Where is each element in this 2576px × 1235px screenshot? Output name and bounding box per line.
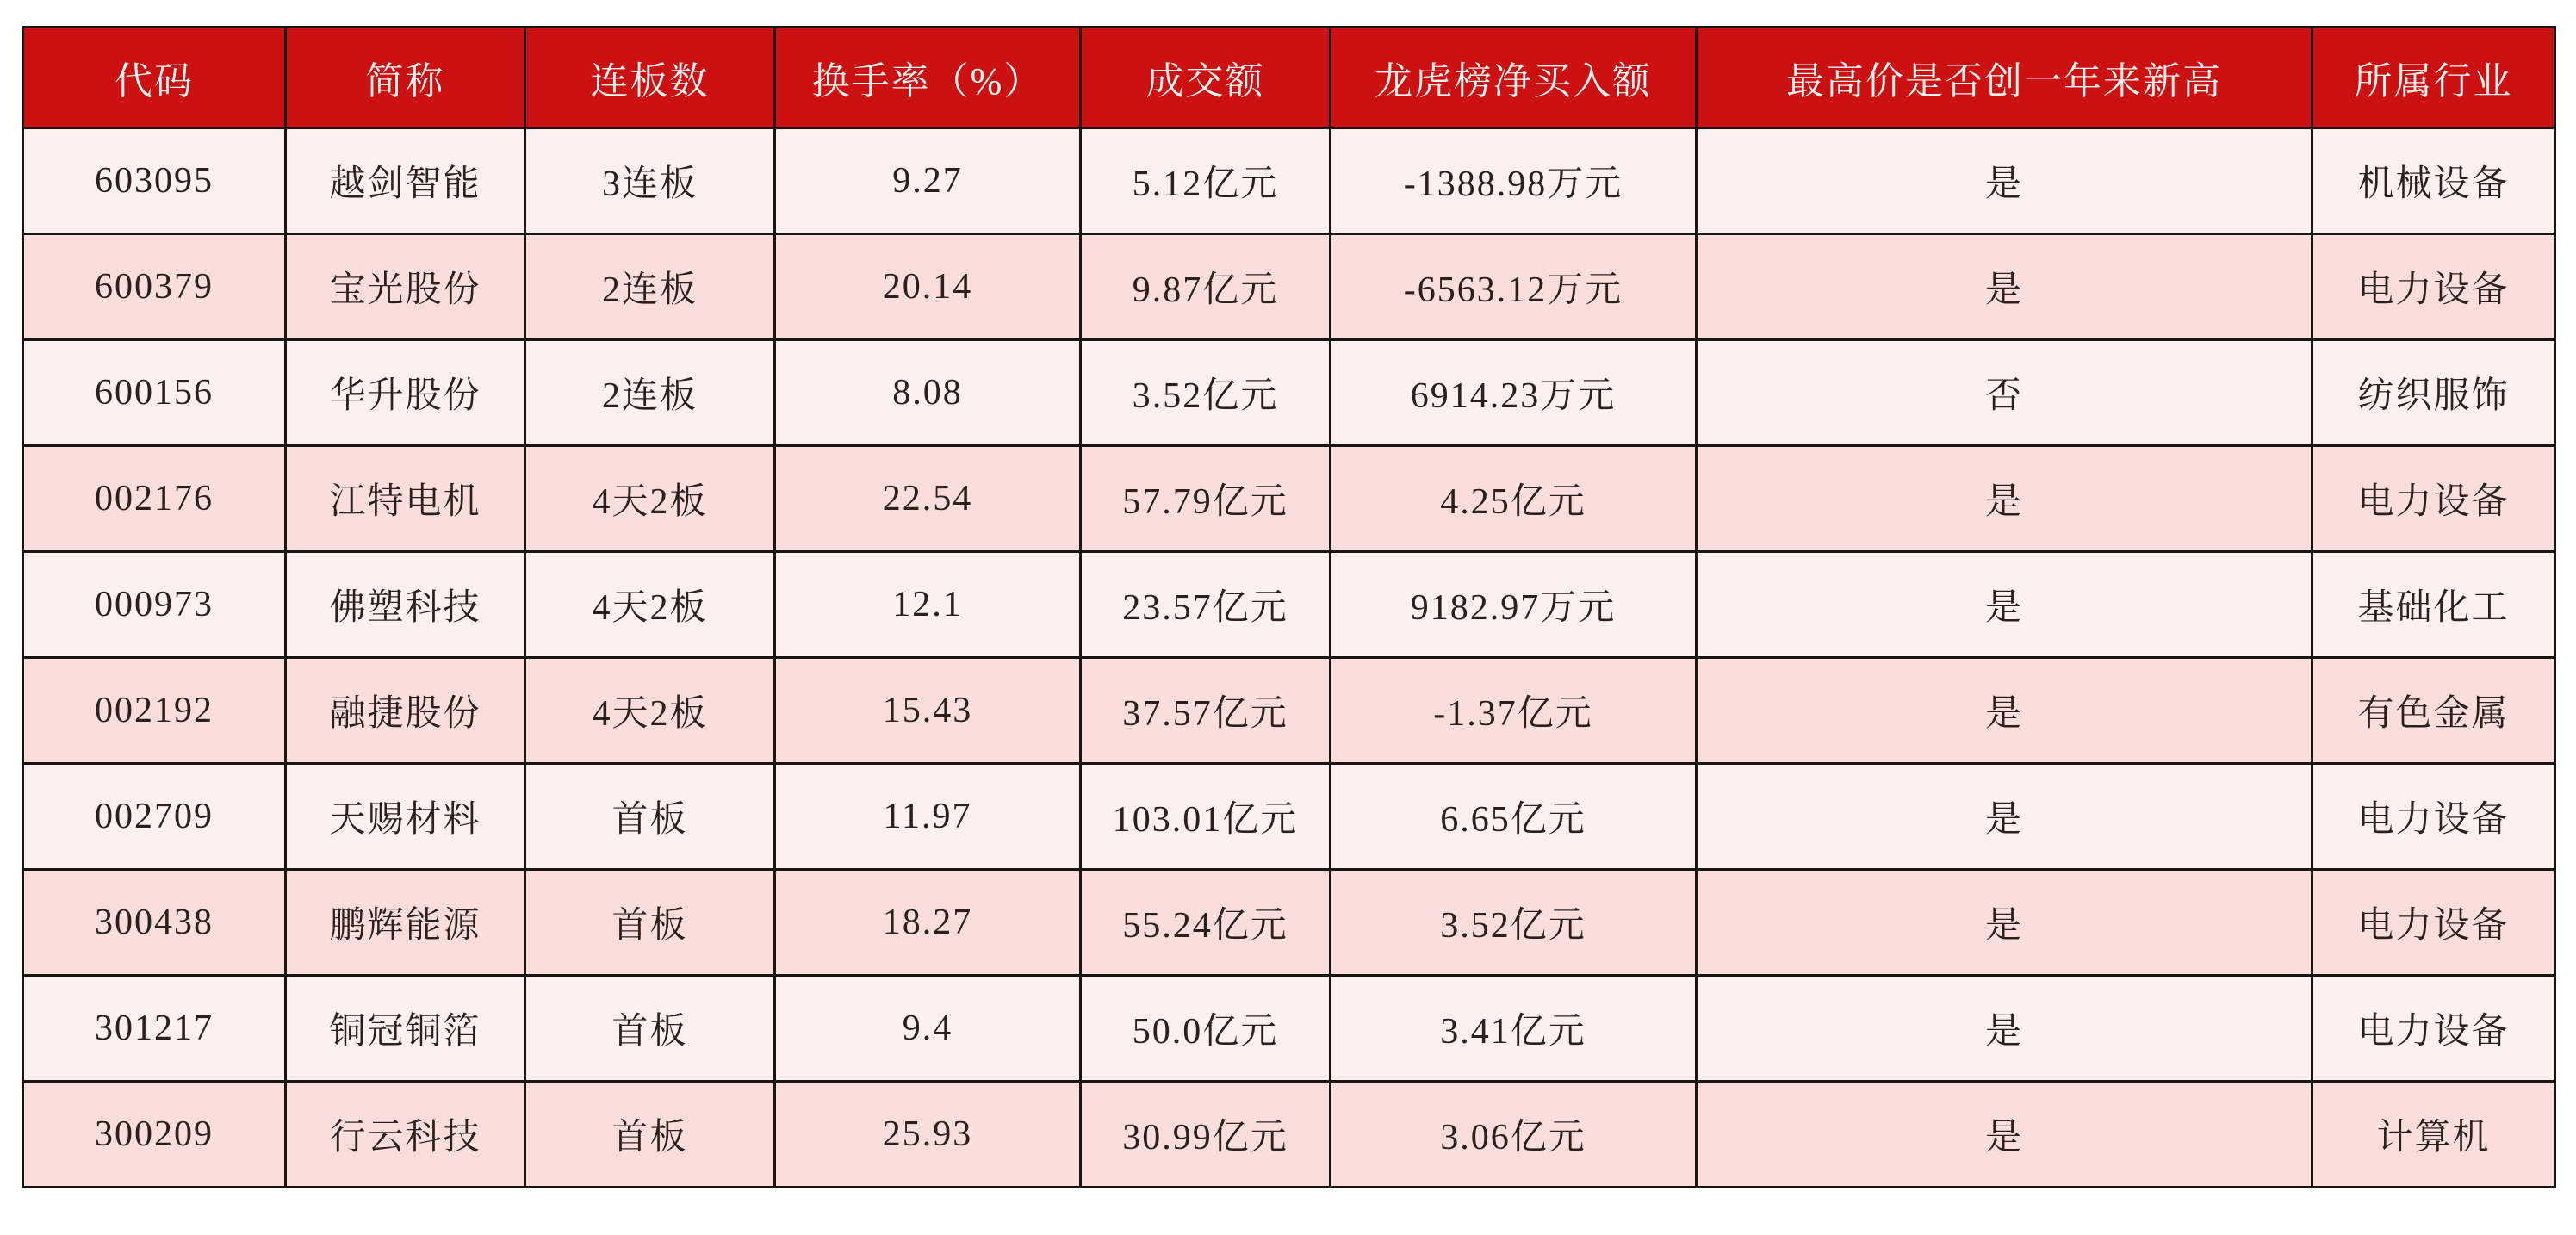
cell-net-buy: -1.37亿元: [1331, 658, 1697, 764]
header-amount: 成交额: [1081, 28, 1331, 128]
cell-new-high: 是: [1697, 1082, 2312, 1188]
table-row: [23, 340, 2555, 446]
cell-code: 603095: [23, 128, 286, 234]
cell-industry: 电力设备: [2312, 234, 2555, 340]
header-boards: 连板数: [525, 28, 775, 128]
cell-boards: 2连板: [525, 340, 775, 446]
header-industry: 所属行业: [2312, 28, 2555, 128]
cell-boards: 2连板: [525, 234, 775, 340]
table-row: [23, 446, 2555, 552]
stock-table: [22, 26, 2556, 1188]
cell-turnover: 15.43: [775, 658, 1081, 764]
cell-name: 越剑智能: [286, 128, 525, 234]
cell-boards: 4天2板: [525, 552, 775, 658]
cell-name: 鹏辉能源: [286, 870, 525, 976]
cell-turnover: 12.1: [775, 552, 1081, 658]
cell-new-high: 是: [1697, 658, 2312, 764]
cell-code: 000973: [23, 552, 286, 658]
cell-amount: 5.12亿元: [1081, 128, 1331, 234]
header-code: 代码: [23, 28, 286, 128]
cell-name: 行云科技: [286, 1082, 525, 1188]
cell-amount: 50.0亿元: [1081, 976, 1331, 1082]
cell-code: 300209: [23, 1082, 286, 1188]
cell-code: 600379: [23, 234, 286, 340]
cell-turnover: 25.93: [775, 1082, 1081, 1188]
cell-industry: 电力设备: [2312, 870, 2555, 976]
cell-industry: 电力设备: [2312, 976, 2555, 1082]
cell-amount: 9.87亿元: [1081, 234, 1331, 340]
cell-net-buy: -1388.98万元: [1331, 128, 1697, 234]
table-row: [23, 658, 2555, 764]
cell-net-buy: 3.41亿元: [1331, 976, 1697, 1082]
cell-new-high: 是: [1697, 234, 2312, 340]
cell-name: 宝光股份: [286, 234, 525, 340]
cell-code: 002176: [23, 446, 286, 552]
cell-industry: 电力设备: [2312, 446, 2555, 552]
cell-amount: 103.01亿元: [1081, 764, 1331, 870]
cell-amount: 55.24亿元: [1081, 870, 1331, 976]
cell-turnover: 22.54: [775, 446, 1081, 552]
cell-boards: 3连板: [525, 128, 775, 234]
cell-name: 华升股份: [286, 340, 525, 446]
cell-new-high: 是: [1697, 976, 2312, 1082]
cell-turnover: 8.08: [775, 340, 1081, 446]
cell-net-buy: -6563.12万元: [1331, 234, 1697, 340]
table-header-row: [23, 28, 2555, 128]
cell-new-high: 是: [1697, 870, 2312, 976]
cell-name: 佛塑科技: [286, 552, 525, 658]
cell-code: 600156: [23, 340, 286, 446]
table-row: [23, 764, 2555, 870]
cell-amount: 30.99亿元: [1081, 1082, 1331, 1188]
cell-new-high: 是: [1697, 128, 2312, 234]
header-turnover: 换手率（%）: [775, 28, 1081, 128]
cell-new-high: 是: [1697, 764, 2312, 870]
cell-name: 融捷股份: [286, 658, 525, 764]
cell-industry: 有色金属: [2312, 658, 2555, 764]
table-row: [23, 128, 2555, 234]
table-row: [23, 870, 2555, 976]
cell-amount: 37.57亿元: [1081, 658, 1331, 764]
cell-industry: 纺织服饰: [2312, 340, 2555, 446]
cell-name: 铜冠铜箔: [286, 976, 525, 1082]
cell-net-buy: 3.52亿元: [1331, 870, 1697, 976]
cell-net-buy: 6914.23万元: [1331, 340, 1697, 446]
cell-turnover: 11.97: [775, 764, 1081, 870]
cell-new-high: 是: [1697, 552, 2312, 658]
table-row: [23, 976, 2555, 1082]
header-name: 简称: [286, 28, 525, 128]
header-new-high: 最高价是否创一年来新高: [1697, 28, 2312, 128]
cell-code: 301217: [23, 976, 286, 1082]
cell-industry: 电力设备: [2312, 764, 2555, 870]
cell-new-high: 是: [1697, 446, 2312, 552]
cell-net-buy: 6.65亿元: [1331, 764, 1697, 870]
cell-name: 江特电机: [286, 446, 525, 552]
cell-boards: 4天2板: [525, 658, 775, 764]
cell-industry: 机械设备: [2312, 128, 2555, 234]
cell-net-buy: 3.06亿元: [1331, 1082, 1697, 1188]
stock-table-container: [22, 26, 2556, 1188]
cell-new-high: 否: [1697, 340, 2312, 446]
cell-amount: 57.79亿元: [1081, 446, 1331, 552]
cell-boards: 首板: [525, 764, 775, 870]
table-row: [23, 234, 2555, 340]
table-row: [23, 552, 2555, 658]
cell-turnover: 18.27: [775, 870, 1081, 976]
header-net-buy: 龙虎榜净买入额: [1331, 28, 1697, 128]
cell-name: 天赐材料: [286, 764, 525, 870]
cell-code: 002192: [23, 658, 286, 764]
cell-turnover: 9.4: [775, 976, 1081, 1082]
cell-amount: 23.57亿元: [1081, 552, 1331, 658]
cell-code: 300438: [23, 870, 286, 976]
cell-net-buy: 9182.97万元: [1331, 552, 1697, 658]
cell-industry: 计算机: [2312, 1082, 2555, 1188]
cell-industry: 基础化工: [2312, 552, 2555, 658]
cell-net-buy: 4.25亿元: [1331, 446, 1697, 552]
cell-boards: 首板: [525, 870, 775, 976]
cell-turnover: 20.14: [775, 234, 1081, 340]
cell-turnover: 9.27: [775, 128, 1081, 234]
cell-code: 002709: [23, 764, 286, 870]
cell-boards: 首板: [525, 976, 775, 1082]
cell-boards: 4天2板: [525, 446, 775, 552]
cell-amount: 3.52亿元: [1081, 340, 1331, 446]
cell-boards: 首板: [525, 1082, 775, 1188]
table-row: [23, 1082, 2555, 1188]
